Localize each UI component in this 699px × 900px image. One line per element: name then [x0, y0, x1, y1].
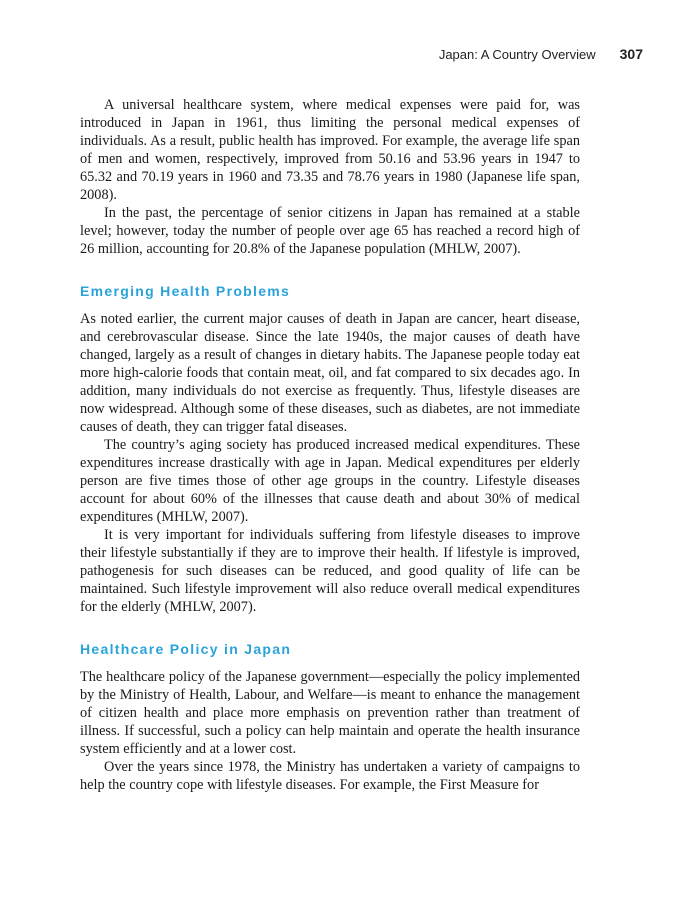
section1-paragraph-3: It is very important for individuals suffering from lifestyle diseases to improve their lifestyle substantially if they are to improve their health. If lifestyle is improved, pathogenesis for such diseases can be reduced, and good quality of life can be maintained. Such lifestyle improvement will also reduce overall medical expenditures for the elderly (MHLW, 2007). — [80, 527, 580, 615]
running-title: Japan: A Country Overview — [438, 47, 596, 62]
running-header — [439, 46, 643, 62]
section1-paragraph-2: The country’s aging society has produced increased medical expenditures. These expenditures increase drastically with age in Japan. Medical expenditures per elderly person are five times those of other age groups in the country. Lifestyle diseases account for about 60% of the illnesses that cause death and about 30% of medical expenditures (MHLW, 2007). — [80, 437, 580, 525]
intro-paragraph-1: A universal healthcare system, where medical expenses were paid for, was introduced in Japan in 1961, thus limiting the personal medical expenses of individuals. As a result, public health has improved. For example, the average life span of men and women, respectively, improved from 50.16 and 53.96 years in 1947 to 65.32 and 70.19 years in 1960 and 73.35 and 78.76 years in 1980 (Japanese life span, 2008). — [80, 97, 580, 203]
section2-paragraph-1: The healthcare policy of the Japanese government—especially the policy implemented by the Ministry of Health, Labour, and Welfare—is meant to enhance the management of citizen health and place more emphasis on prevention rather than treatment of illness. If successful, such a policy can help maintain and operate the health insurance system efficiently and at a lower cost. — [80, 669, 580, 757]
section-heading-healthcare-policy: Healthcare Policy in Japan — [80, 641, 292, 657]
section1-paragraph-1: As noted earlier, the current major causes of death in Japan are cancer, heart disease, and cerebrovascular disease. Since the late 1940s, the major causes of death have changed, largely as a result of changes in dietary habits. The Japanese people today eat more high-calorie foods that contain meat, oil, and fat compared to six decades ago. In addition, many individuals do not exercise as frequently. Thus, lifestyle diseases are now widespread. Although some of these diseases, such as diabetes, are not immediate causes of death, they can trigger fatal diseases. — [80, 311, 580, 435]
page-body — [80, 96, 580, 794]
intro-paragraph-2: In the past, the percentage of senior citizens in Japan has remained at a stable level; however, today the number of people over age 65 has reached a record high of 26 million, accounting for 20.8% of the Japanese population (MHLW, 2007). — [80, 205, 580, 257]
section-heading-emerging-health-problems: Emerging Health Problems — [80, 283, 291, 299]
page-number: 307 — [619, 46, 643, 62]
section2-paragraph-2: Over the years since 1978, the Ministry has undertaken a variety of campaigns to help the country cope with lifestyle diseases. For example, the First Measure for — [80, 759, 580, 793]
